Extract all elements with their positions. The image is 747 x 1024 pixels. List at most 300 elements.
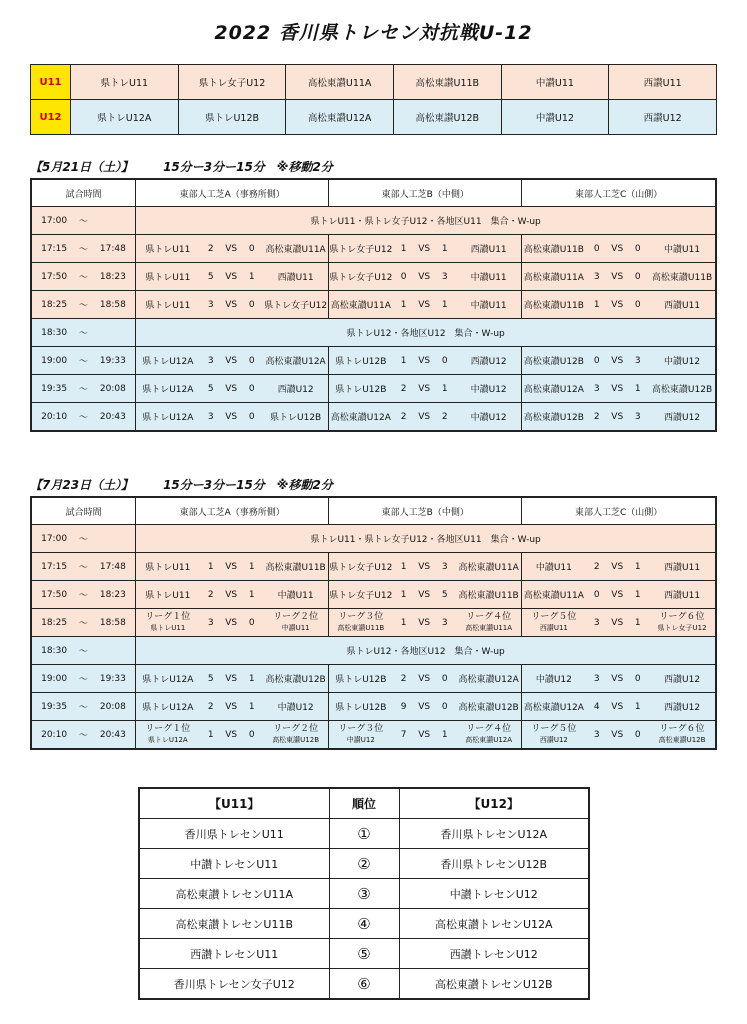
home-score: 3 [199, 403, 222, 432]
versus-label: VS [415, 721, 433, 750]
home-score: 3 [585, 375, 608, 403]
versus-label: VS [415, 235, 433, 263]
team-cell: 高松東讃U11B [522, 291, 586, 319]
match-row [31, 581, 716, 609]
team-cell: 高松東讃U12B [393, 100, 501, 135]
end-time: 18:58 [91, 291, 136, 319]
team-cell: 中讃U12 [501, 100, 609, 135]
away-score: 1 [626, 375, 649, 403]
away-score: 3 [433, 553, 456, 581]
team-cell: 高松東讃U11A [522, 581, 586, 609]
away-score: 1 [433, 235, 456, 263]
day-date: 【5月21日（土）】 [30, 160, 134, 174]
team-cell: 県トレ女子U12 [329, 581, 393, 609]
start-time: 18:25 [31, 291, 76, 319]
versus-label: VS [608, 693, 626, 721]
team-placement: リーグ２位 [273, 723, 319, 734]
time-separator: ～ [76, 319, 90, 347]
match-row [31, 347, 716, 375]
team-cell: 中讃U12 [522, 665, 586, 693]
start-time: 18:25 [31, 609, 76, 637]
team-cell: 県トレU11 [136, 263, 200, 291]
time-separator: ～ [76, 525, 90, 553]
schedule-table-day1 [30, 178, 717, 432]
u11-team: 香川県トレセンU11 [139, 819, 329, 849]
team-cell [263, 609, 329, 637]
team-placement: リーグ５位 [531, 723, 577, 734]
team-placement: リーグ５位 [531, 611, 577, 622]
home-score: 1 [585, 291, 608, 319]
team-cell: 高松東讃U11B [522, 235, 586, 263]
gather-row [31, 637, 716, 665]
team-cell [522, 609, 586, 637]
team-placement: リーグ１位 [145, 723, 191, 734]
away-score: 0 [240, 291, 263, 319]
team-cell: 西讃U12 [609, 100, 717, 135]
team-cell: 中讃U11 [501, 65, 609, 100]
team-cell: 県トレ女子U12 [329, 235, 393, 263]
team-cell [329, 721, 393, 750]
team-cell: 高松東讃U11A [456, 553, 522, 581]
team-cell: 県トレU12A [136, 403, 200, 432]
away-score: 0 [240, 403, 263, 432]
versus-label: VS [608, 721, 626, 750]
home-score: 1 [392, 609, 415, 637]
team-cell: 中讃U12 [263, 693, 329, 721]
u11-team: 中讃トレセンU11 [139, 849, 329, 879]
away-score: 1 [240, 553, 263, 581]
home-score: 3 [585, 665, 608, 693]
start-time: 19:35 [31, 375, 76, 403]
rank-number: ② [329, 849, 399, 879]
versus-label: VS [415, 581, 433, 609]
versus-label: VS [608, 375, 626, 403]
away-score: 3 [626, 403, 649, 432]
field-c-header: 東部人工芝C（山側） [522, 179, 716, 207]
away-score: 1 [433, 721, 456, 750]
team-cell: 県トレU12A [71, 100, 179, 135]
home-score: 3 [199, 291, 222, 319]
home-score: 1 [392, 347, 415, 375]
team-cell: 県トレU11 [136, 235, 200, 263]
versus-label: VS [608, 665, 626, 693]
ranking-table [138, 787, 590, 1000]
u11-team: 高松東讃トレセンU11A [139, 879, 329, 909]
team-cell: 西讃U12 [649, 403, 716, 432]
versus-label: VS [608, 291, 626, 319]
time-separator: ～ [76, 665, 90, 693]
match-row [31, 665, 716, 693]
time-separator: ～ [76, 291, 90, 319]
versus-label: VS [415, 263, 433, 291]
team-name: 県トレU11 [150, 623, 186, 632]
time-header: 試合時間 [31, 179, 136, 207]
team-cell: 県トレU12A [136, 375, 200, 403]
team-cell: 高松東讃U11B [456, 581, 522, 609]
end-time [91, 637, 136, 665]
start-time: 18:30 [31, 319, 76, 347]
home-score: 5 [199, 263, 222, 291]
team-cell: 中讃U12 [649, 347, 716, 375]
home-score: 5 [199, 665, 222, 693]
versus-label: VS [608, 609, 626, 637]
away-score: 1 [240, 665, 263, 693]
time-separator: ～ [76, 375, 90, 403]
header-row [31, 179, 716, 207]
home-score: 2 [392, 665, 415, 693]
rank-number: ① [329, 819, 399, 849]
home-score: 1 [392, 291, 415, 319]
end-time: 17:48 [91, 553, 136, 581]
away-score: 0 [626, 665, 649, 693]
match-row [31, 263, 716, 291]
home-score: 1 [392, 235, 415, 263]
team-cell: 西讃U11 [609, 65, 717, 100]
start-time: 17:00 [31, 207, 76, 235]
away-score: 0 [626, 263, 649, 291]
end-time: 20:08 [91, 375, 136, 403]
team-cell: 県トレU12B [329, 693, 393, 721]
team-cell: 県トレU12A [136, 347, 200, 375]
field-b-header: 東部人工芝B（中側） [329, 179, 522, 207]
team-list-table [30, 64, 717, 135]
team-cell: 高松東讃U12B [263, 665, 329, 693]
away-score: 0 [240, 375, 263, 403]
team-name: 中讃U11 [281, 623, 310, 632]
field-a-header: 東部人工芝A（事務所側） [136, 497, 329, 525]
match-row [31, 693, 716, 721]
u12-team: 高松東讃トレセンU12A [399, 909, 589, 939]
team-cell: 高松東讃U12A [263, 347, 329, 375]
home-score: 3 [199, 347, 222, 375]
team-cell: 高松東讃U11A [522, 263, 586, 291]
start-time: 19:35 [31, 693, 76, 721]
team-cell [136, 721, 200, 750]
home-score: 2 [199, 693, 222, 721]
category-tag-u11: U11 [31, 65, 71, 100]
home-score: 9 [392, 693, 415, 721]
away-score: 0 [626, 721, 649, 750]
u12-team: 西讃トレセンU12 [399, 939, 589, 969]
end-time: 20:43 [91, 721, 136, 750]
versus-label: VS [608, 553, 626, 581]
u12-team: 香川県トレセンU12A [399, 819, 589, 849]
team-cell: 高松東讃U12B [456, 693, 522, 721]
category-tag-u12: U12 [31, 100, 71, 135]
versus-label: VS [222, 553, 240, 581]
versus-label: VS [222, 291, 240, 319]
rank-number: ⑤ [329, 939, 399, 969]
team-cell: 西讃U11 [263, 263, 329, 291]
gather-notice: 県トレU12・各地区U12 集合・W-up [136, 319, 716, 347]
time-separator: ～ [76, 581, 90, 609]
team-cell: 西讃U11 [649, 581, 716, 609]
versus-label: VS [222, 721, 240, 750]
team-cell: 高松東讃U12A [456, 665, 522, 693]
home-score: 3 [585, 609, 608, 637]
home-score: 0 [392, 263, 415, 291]
day-heading [30, 158, 333, 175]
team-placement: リーグ６位 [659, 611, 705, 622]
away-score: 0 [240, 235, 263, 263]
team-row-u12 [31, 100, 717, 135]
match-row [31, 609, 716, 637]
field-a-header: 東部人工芝A（事務所側） [136, 179, 329, 207]
end-time: 17:48 [91, 235, 136, 263]
versus-label: VS [222, 609, 240, 637]
team-cell: 中讃U11 [456, 291, 522, 319]
team-placement: リーグ４位 [466, 611, 512, 622]
versus-label: VS [415, 693, 433, 721]
home-score: 3 [199, 609, 222, 637]
rank-number: ④ [329, 909, 399, 939]
versus-label: VS [608, 235, 626, 263]
team-cell: 西讃U12 [456, 347, 522, 375]
team-cell: 中讃U11 [263, 581, 329, 609]
time-separator: ～ [76, 207, 90, 235]
page-title: 2022 香川県トレセン対抗戦U-12 [214, 22, 533, 44]
start-time: 17:15 [31, 553, 76, 581]
ranking-row [139, 849, 589, 879]
home-score: 1 [199, 553, 222, 581]
away-score: 0 [240, 347, 263, 375]
versus-label: VS [415, 291, 433, 319]
time-separator: ～ [76, 609, 90, 637]
team-cell: 中讃U12 [456, 403, 522, 432]
u12-header: 【U12】 [399, 788, 589, 819]
versus-label: VS [415, 553, 433, 581]
home-score: 1 [392, 581, 415, 609]
versus-label: VS [222, 665, 240, 693]
versus-label: VS [222, 375, 240, 403]
home-score: 2 [392, 375, 415, 403]
home-score: 5 [199, 375, 222, 403]
time-separator: ～ [76, 403, 90, 432]
versus-label: VS [222, 235, 240, 263]
start-time: 19:00 [31, 347, 76, 375]
start-time: 20:10 [31, 403, 76, 432]
versus-label: VS [222, 263, 240, 291]
away-score: 1 [626, 693, 649, 721]
ranking-row [139, 909, 589, 939]
team-cell: 高松東讃U11B [393, 65, 501, 100]
versus-label: VS [415, 665, 433, 693]
away-score: 3 [433, 609, 456, 637]
away-score: 1 [433, 291, 456, 319]
versus-label: VS [608, 403, 626, 432]
match-row [31, 375, 716, 403]
home-score: 3 [585, 263, 608, 291]
match-format: 15分ー3分ー15分 ※移動2分 [163, 160, 333, 174]
team-cell: 中讃U11 [649, 235, 716, 263]
team-placement: リーグ３位 [338, 723, 384, 734]
team-cell: 県トレ女子U12 [263, 291, 329, 319]
team-cell: 西讃U12 [263, 375, 329, 403]
u12-team: 高松東讃トレセンU12B [399, 969, 589, 1000]
home-score: 2 [199, 581, 222, 609]
team-placement: リーグ６位 [659, 723, 705, 734]
time-separator: ～ [76, 235, 90, 263]
team-placement: リーグ１位 [145, 611, 191, 622]
team-name: 西讃U11 [539, 623, 568, 632]
team-name: 県トレ女子U12 [657, 623, 707, 632]
team-placement: リーグ４位 [466, 723, 512, 734]
away-score: 0 [240, 609, 263, 637]
team-cell: 高松東讃U11B [263, 553, 329, 581]
versus-label: VS [415, 403, 433, 432]
team-cell: 県トレU12B [263, 403, 329, 432]
home-score: 1 [199, 721, 222, 750]
team-name: 高松東讃U12B [658, 735, 706, 744]
versus-label: VS [222, 403, 240, 432]
versus-label: VS [415, 609, 433, 637]
team-name: 西讃U12 [539, 735, 568, 744]
home-score: 2 [585, 553, 608, 581]
home-score: 0 [585, 581, 608, 609]
away-score: 1 [240, 693, 263, 721]
team-cell: 県トレ女子U12 [178, 65, 286, 100]
team-cell: 西讃U11 [649, 291, 716, 319]
team-cell: 県トレU12B [178, 100, 286, 135]
team-cell: 西讃U12 [649, 693, 716, 721]
rank-number: ⑥ [329, 969, 399, 1000]
field-b-header: 東部人工芝B（中側） [329, 497, 522, 525]
team-cell: 中讃U11 [456, 263, 522, 291]
versus-label: VS [222, 693, 240, 721]
team-cell [136, 609, 200, 637]
team-cell: 県トレU12A [136, 665, 200, 693]
time-separator: ～ [76, 347, 90, 375]
end-time: 19:33 [91, 665, 136, 693]
gather-row [31, 525, 716, 553]
team-cell: 県トレU11 [136, 291, 200, 319]
team-placement: リーグ２位 [273, 611, 319, 622]
away-score: 0 [433, 693, 456, 721]
home-score: 2 [585, 403, 608, 432]
home-score: 4 [585, 693, 608, 721]
gather-notice: 県トレU12・各地区U12 集合・W-up [136, 637, 716, 665]
match-row [31, 403, 716, 432]
team-cell [649, 721, 716, 750]
versus-label: VS [608, 347, 626, 375]
away-score: 3 [433, 263, 456, 291]
end-time [91, 319, 136, 347]
home-score: 3 [585, 721, 608, 750]
end-time [91, 525, 136, 553]
team-cell: 県トレU11 [136, 581, 200, 609]
time-separator: ～ [76, 637, 90, 665]
away-score: 1 [240, 581, 263, 609]
u12-team: 中讃トレセンU12 [399, 879, 589, 909]
team-cell: 中讃U11 [522, 553, 586, 581]
team-placement: リーグ３位 [338, 611, 384, 622]
team-cell: 県トレ女子U12 [329, 263, 393, 291]
start-time: 17:50 [31, 581, 76, 609]
u11-team: 高松東讃トレセンU11B [139, 909, 329, 939]
u12-team: 香川県トレセンU12B [399, 849, 589, 879]
ranking-header-row [139, 788, 589, 819]
team-cell: 西讃U11 [649, 553, 716, 581]
gather-notice: 県トレU11・県トレ女子U12・各地区U11 集合・W-up [136, 525, 716, 553]
time-separator: ～ [76, 721, 90, 750]
start-time: 20:10 [31, 721, 76, 750]
field-c-header: 東部人工芝C（山側） [522, 497, 716, 525]
end-time [91, 207, 136, 235]
u11-header: 【U11】 [139, 788, 329, 819]
time-separator: ～ [76, 263, 90, 291]
end-time: 20:08 [91, 693, 136, 721]
team-cell: 高松東讃U12B [522, 347, 586, 375]
match-format: 15分ー3分ー15分 ※移動2分 [163, 478, 333, 492]
team-cell [456, 721, 522, 750]
away-score: 2 [433, 403, 456, 432]
team-cell: 県トレU11 [136, 553, 200, 581]
home-score: 7 [392, 721, 415, 750]
start-time: 17:00 [31, 525, 76, 553]
ranking-row [139, 969, 589, 1000]
team-cell: 県トレU11 [71, 65, 179, 100]
u11-team: 西讃トレセンU11 [139, 939, 329, 969]
team-name: 県トレU12A [147, 735, 188, 744]
team-name: 高松東讃U12B [272, 735, 320, 744]
gather-row [31, 207, 716, 235]
away-score: 0 [433, 347, 456, 375]
team-cell: 県トレU12B [329, 375, 393, 403]
u11-team: 香川県トレセン女子U12 [139, 969, 329, 1000]
away-score: 1 [433, 375, 456, 403]
match-row [31, 291, 716, 319]
away-score: 1 [626, 553, 649, 581]
match-row [31, 553, 716, 581]
home-score: 2 [199, 235, 222, 263]
start-time: 17:15 [31, 235, 76, 263]
home-score: 2 [392, 403, 415, 432]
team-cell [649, 609, 716, 637]
away-score: 0 [626, 235, 649, 263]
team-cell: 県トレU12B [329, 665, 393, 693]
team-cell [522, 721, 586, 750]
match-row [31, 721, 716, 750]
team-cell: 高松東讃U11B [649, 263, 716, 291]
team-cell [263, 721, 329, 750]
team-cell [456, 609, 522, 637]
team-cell: 西讃U12 [649, 665, 716, 693]
day-date: 【7月23日（土）】 [30, 478, 134, 492]
away-score: 3 [626, 347, 649, 375]
versus-label: VS [222, 347, 240, 375]
away-score: 0 [240, 721, 263, 750]
versus-label: VS [608, 581, 626, 609]
ranking-row [139, 939, 589, 969]
away-score: 0 [433, 665, 456, 693]
start-time: 19:00 [31, 665, 76, 693]
schedule-table-day2 [30, 496, 717, 750]
team-cell: 高松東讃U11A [286, 65, 394, 100]
team-name: 高松東讃U12A [465, 735, 513, 744]
team-cell: 高松東讃U11A [329, 291, 393, 319]
team-cell: 中讃U12 [456, 375, 522, 403]
team-name: 高松東讃U11A [465, 623, 513, 632]
header-row [31, 497, 716, 525]
team-row-u11 [31, 65, 717, 100]
team-cell: 高松東讃U11A [263, 235, 329, 263]
team-name: 高松東讃U11B [337, 623, 385, 632]
end-time: 20:43 [91, 403, 136, 432]
team-cell: 高松東讃U12A [522, 375, 586, 403]
away-score: 5 [433, 581, 456, 609]
match-row [31, 235, 716, 263]
versus-label: VS [415, 375, 433, 403]
